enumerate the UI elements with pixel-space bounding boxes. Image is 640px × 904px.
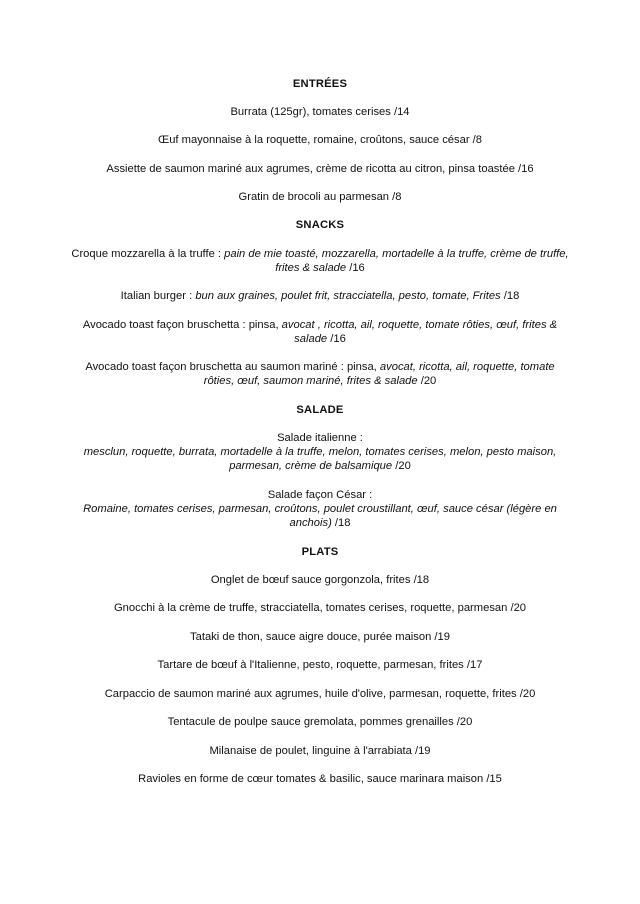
item-name: Salade façon César : [267, 489, 373, 501]
item-price: /16 [327, 333, 346, 345]
menu-item-italian-burger [70, 289, 570, 303]
item-price: /20 [392, 460, 411, 472]
menu-item-milanaise-poulet: Milanaise de poulet, linguine à l'arrabiata /19 [209, 745, 431, 757]
item-name: Salade italienne : [277, 432, 363, 444]
item-name: Avocado toast façon bruschetta : pinsa, [82, 319, 282, 331]
menu-item-tentacule-poulpe: Tentacule de poulpe sauce gremolata, pommes grenailles /20 [167, 716, 473, 728]
item-price: /18 [500, 290, 520, 302]
section-title-salade: SALADE [296, 404, 344, 416]
item-description: avocat, ricotta, ail, roquette, tomate rôties, œuf, saumon mariné, frites & salade [203, 361, 555, 387]
menu-item-gratin-brocoli: Gratin de brocoli au parmesan /8 [238, 191, 402, 203]
menu-item-ravioles: Ravioles en forme de cœur tomates & basilic, sauce marinara maison /15 [138, 773, 502, 785]
section-title-plats: PLATS [301, 546, 339, 558]
menu-item-oeuf-mayonnaise: Œuf mayonnaise à la roquette, romaine, croûtons, sauce césar /8 [158, 134, 482, 146]
item-price: /16 [346, 262, 365, 274]
item-name: Croque mozzarella à la truffe : [71, 248, 225, 260]
menu-item-croque-mozzarella [70, 247, 570, 275]
menu-item-burrata: Burrata (125gr), tomates cerises /14 [230, 106, 410, 118]
item-price: /20 [417, 375, 437, 387]
item-description: avocat , ricotta, ail, roquette, tomate rôties, œuf, frites & salade [281, 319, 558, 345]
menu-item-gnocchi: Gnocchi à la crème de truffe, stracciatella, tomates cerises, roquette, parmesan /20 [113, 602, 527, 614]
menu-item-salade-cesar [70, 488, 570, 530]
menu-item-tataki-thon: Tataki de thon, sauce aigre douce, purée maison /19 [190, 631, 450, 643]
item-name: Avocado toast façon bruschetta au saumon mariné : pinsa, [85, 361, 380, 373]
menu-item-assiette-saumon: Assiette de saumon mariné aux agrumes, crème de ricotta au citron, pinsa toastée /16 [106, 163, 534, 175]
menu-item-avocado-toast-saumon [70, 360, 570, 388]
section-title-snacks: SNACKS [295, 219, 345, 231]
item-description: Romaine, tomates cerises, parmesan, croûtons, poulet croustillant, œuf, sauce césar (légère en anchois) [83, 503, 557, 529]
menu-item-salade-italienne [70, 431, 570, 473]
menu-item-tartare-boeuf: Tartare de bœuf à l'Italienne, pesto, roquette, parmesan, frites /17 [157, 659, 483, 671]
menu-item-carpaccio-saumon: Carpaccio de saumon mariné aux agrumes, huile d'olive, parmesan, roquette, frites /20 [104, 688, 536, 700]
item-price: /18 [331, 517, 351, 529]
menu-item-onglet-boeuf: Onglet de bœuf sauce gorgonzola, frites /18 [210, 574, 430, 586]
section-title-entrees: ENTRÉES [292, 78, 348, 90]
item-description: bun aux graines, poulet frit, stracciatella, pesto, tomate, Frites [195, 290, 501, 302]
item-description: pain de mie toasté, mozzarella, mortadelle à la truffe, crème de truffe, frites & salade [224, 248, 569, 274]
item-description: mesclun, roquette, burrata, mortadelle à la truffe, melon, tomates cerises, melon, pesto maison, parmesan, crème de balsamique [83, 446, 557, 472]
item-name: Italian burger : [120, 290, 196, 302]
menu-item-avocado-toast [70, 318, 570, 346]
